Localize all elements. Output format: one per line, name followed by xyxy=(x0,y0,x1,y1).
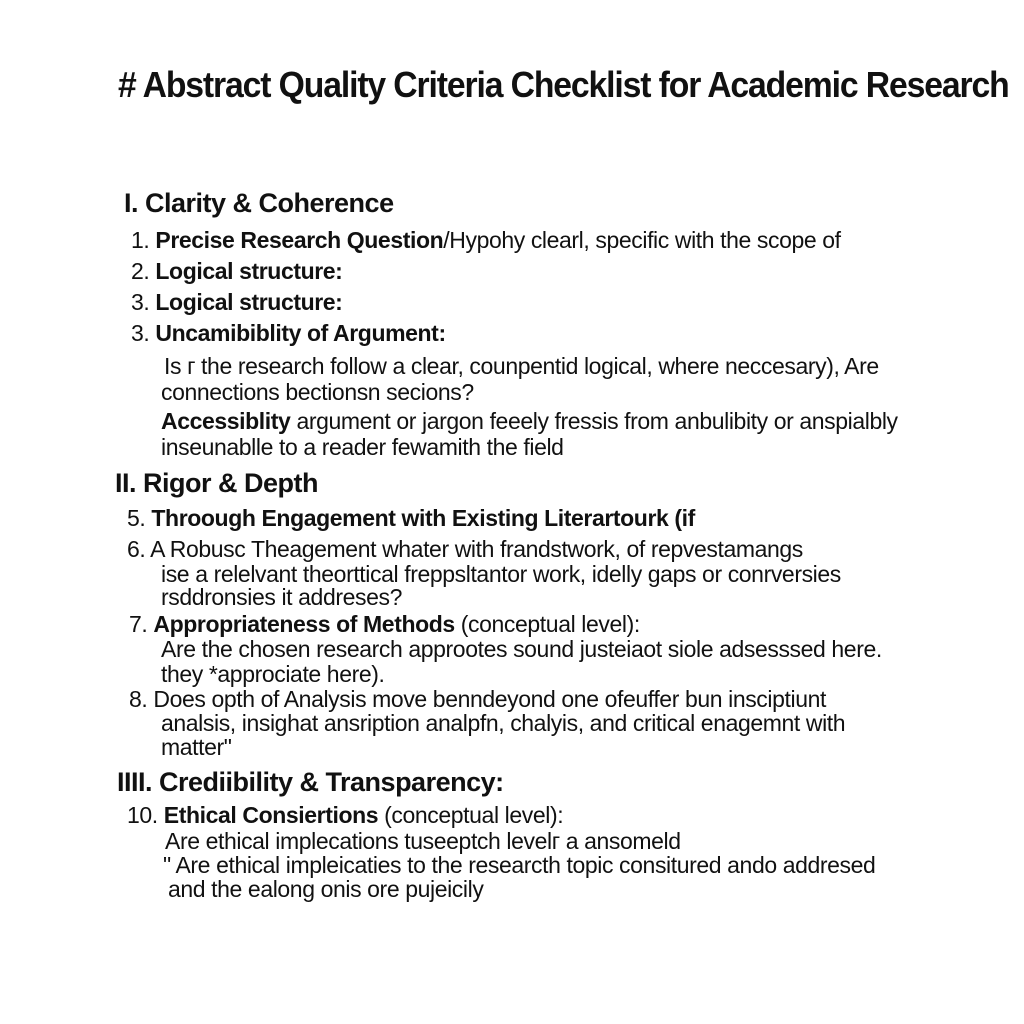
item-label: Logical structure: xyxy=(155,258,343,284)
item-label: Appropriateness of Methods xyxy=(153,611,455,637)
item-detail-line: Is г the research follow a clear, counpentid logical, where neccesary), Are xyxy=(164,353,879,379)
item-label: Precise Research Question xyxy=(155,227,444,253)
item-number: 2. xyxy=(131,258,150,284)
item-label: Logical structure: xyxy=(155,289,343,315)
item-number: 3. xyxy=(131,320,150,346)
item-number: 7. xyxy=(129,611,148,637)
item-description: argument or jargon feeely fressis from anbulibity or anspialbly xyxy=(290,408,898,434)
checklist-item xyxy=(131,320,446,347)
item-detail-line: rsddronsies it addreses? xyxy=(161,584,402,610)
section-heading-clarity: I. Clarity & Coherence xyxy=(124,188,394,218)
section-heading-credibility: IIII. Crediibility & Transparency: xyxy=(117,767,504,797)
item-detail-line: Are ethical implecations tuseeptch levelг a ansomeld xyxy=(165,828,681,854)
checklist-item xyxy=(131,227,841,254)
item-label: Ethical Consiertions xyxy=(163,802,379,828)
document-title: # Abstract Quality Criteria Checklist for Academic Research xyxy=(118,64,1009,105)
item-label: Accessiblity xyxy=(161,408,291,434)
item-number: 1. xyxy=(131,227,150,253)
item-detail-line: ise a relelvant theorttical freppsltantor work, idelly gaps or conrversies xyxy=(161,561,841,587)
item-detail-line: and the ealong onis ore pujeicily xyxy=(168,876,484,902)
item-description: (conceptual level): xyxy=(454,611,640,637)
item-detail-line: connections bectionsn secions? xyxy=(161,379,474,405)
checklist-item xyxy=(129,611,640,638)
item-description: (conceptual level): xyxy=(378,802,564,828)
item-label: Uncamibiblity of Argument: xyxy=(155,320,446,346)
item-detail-line: matter" xyxy=(161,734,232,760)
checklist-item xyxy=(127,536,803,563)
section-heading-rigor: II. Rigor & Depth xyxy=(115,468,318,498)
item-description: Does opth of Analysis move benndeyond one ofeuffer bun insciptiunt xyxy=(153,686,826,712)
item-number: 3. xyxy=(131,289,150,315)
item-description: A Robusc Theagement whater with frandstwork, of repvestamangs xyxy=(150,536,803,562)
item-number: 6. xyxy=(127,536,146,562)
checklist-item xyxy=(127,505,695,532)
checklist-item xyxy=(131,258,342,285)
checklist-item xyxy=(127,802,563,829)
item-detail-line: analsis, insighat ansription analpfn, chalyis, and critical enagemnt with xyxy=(161,710,846,736)
item-number: 10. xyxy=(127,802,158,828)
item-detail-line: they *approciate here). xyxy=(161,661,385,687)
item-label: Throough Engagement with Existing Literartourk (if xyxy=(151,505,695,531)
checklist-item xyxy=(129,686,826,713)
item-detail-line: inseunablle to a reader fewamith the field xyxy=(161,434,564,460)
item-detail-line xyxy=(161,408,898,435)
item-detail-line: " Are ethical impleicaties to the researcth topic consitured ando addresed xyxy=(163,852,876,878)
checklist-item xyxy=(131,289,342,316)
item-number: 5. xyxy=(127,505,146,531)
item-detail-line: Are the chosen research approotes sound justeiaot siole adsesssed here. xyxy=(161,636,882,662)
item-description: /Hypohy clearl, specific with the scope of xyxy=(443,227,841,253)
item-number: 8. xyxy=(129,686,148,712)
